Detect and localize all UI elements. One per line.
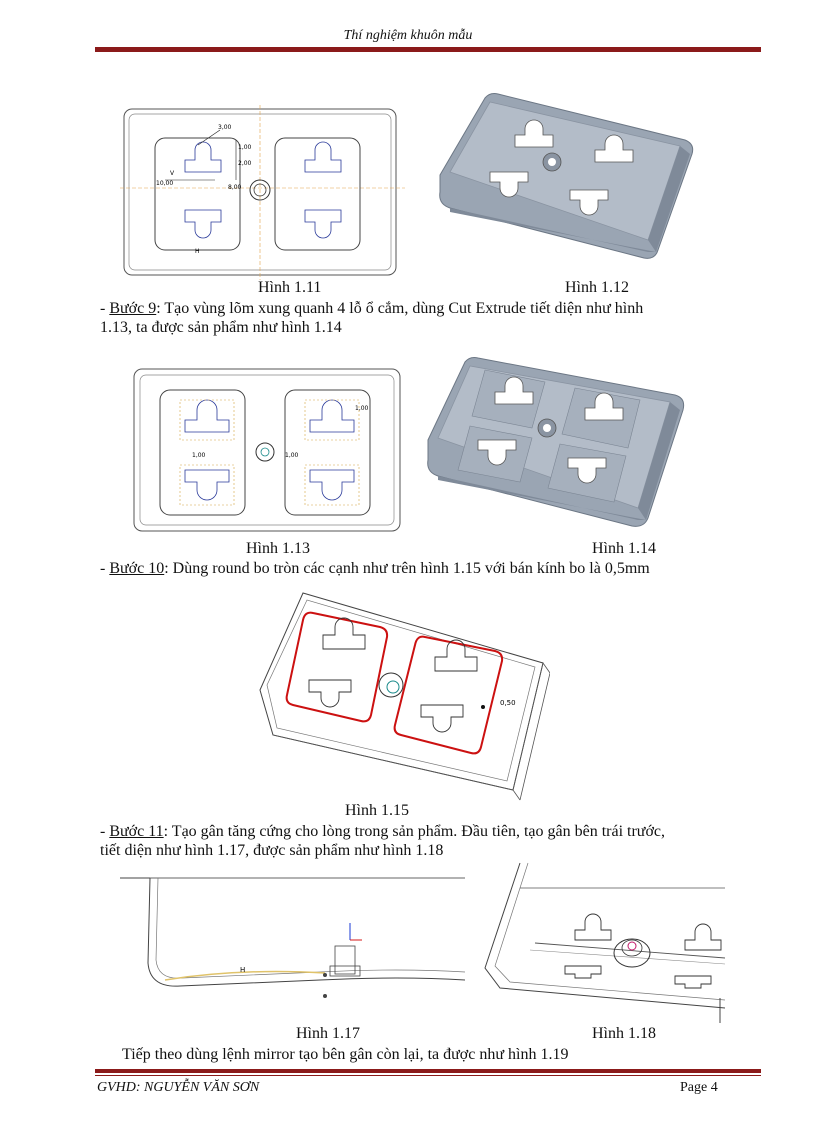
figure-1-13-sketch <box>130 365 405 535</box>
step-11-text: : Tạo gân tăng cứng cho lòng trong sản phẩm. Đầu tiên, tạo gân bên trái trước, <box>163 823 666 840</box>
figure-1-11-sketch <box>120 105 405 280</box>
step-9-text-line2: 1.13, ta được sản phẩm như hình 1.14 <box>100 319 342 336</box>
footer-rule-thin <box>95 1075 761 1076</box>
constraint-h: H <box>195 248 200 255</box>
footer-rule <box>95 1069 761 1073</box>
caption-1-11: Hình 1.11 <box>258 279 322 296</box>
figure-1-12-3d <box>420 80 710 270</box>
caption-1-18: Hình 1.18 <box>592 1025 656 1042</box>
caption-1-17: Hình 1.17 <box>296 1025 360 1042</box>
header-rule <box>95 47 761 52</box>
page-header-title: Thí nghiệm khuôn mẫu <box>343 28 473 43</box>
caption-1-13: Hình 1.13 <box>246 540 310 557</box>
dim-1-00-a: 1,00 <box>355 405 369 412</box>
dim-8-00: 8,00 <box>228 184 242 191</box>
figure-1-18-inside <box>480 858 730 1023</box>
paragraph-mirror: Tiếp theo dùng lệnh mirror tạo bên gân còn lại, ta được như hình 1.19 <box>122 1046 569 1063</box>
dim-3-00: 3,00 <box>218 124 232 131</box>
step-11-label: Bước 11 <box>109 823 164 840</box>
dim-1-00-c: 1,00 <box>285 452 299 459</box>
dim-0-50: 0,50 <box>500 699 516 707</box>
paragraph-step-10 <box>100 559 760 578</box>
caption-1-15: Hình 1.15 <box>345 802 409 819</box>
dim-1-00: 1,00 <box>238 144 252 151</box>
caption-1-14: Hình 1.14 <box>592 540 656 557</box>
dim-2-00: 2,00 <box>238 160 252 167</box>
dim-10-00: 10,00 <box>156 180 174 187</box>
step-9-text: : Tạo vùng lõm xung quanh 4 lỗ ổ cắm, dùng Cut Extrude tiết diện như hình <box>156 300 644 317</box>
step-9-label: Bước 9 <box>109 300 157 317</box>
step-9-dash: - <box>100 300 110 317</box>
figure-1-15-round <box>245 585 550 805</box>
caption-1-12: Hình 1.12 <box>565 279 629 296</box>
dim-1-00-b: 1,00 <box>192 452 206 459</box>
step-11-text-line2: tiết diện như hình 1.17, được sản phẩm như hình 1.18 <box>100 842 444 859</box>
step-10-label: Bước 10 <box>109 560 165 577</box>
figure-1-14-3d <box>410 340 700 540</box>
paragraph-step-11 <box>100 822 760 860</box>
step-10-text: : Dùng round bo tròn các cạnh như trên hình 1.15 với bán kính bo là 0,5mm <box>164 560 650 577</box>
paragraph-step-9 <box>100 299 760 337</box>
figure-1-17-rib-sketch <box>120 868 465 1023</box>
constraint-h-rib: H <box>240 966 246 974</box>
footer-instructor: GVHD: NGUYỄN VĂN SƠN <box>97 1080 260 1095</box>
step-10-dash: - <box>100 560 110 577</box>
footer-page-number: Page 4 <box>680 1080 718 1095</box>
step-11-dash: - <box>100 823 110 840</box>
constraint-v: V <box>170 170 175 177</box>
